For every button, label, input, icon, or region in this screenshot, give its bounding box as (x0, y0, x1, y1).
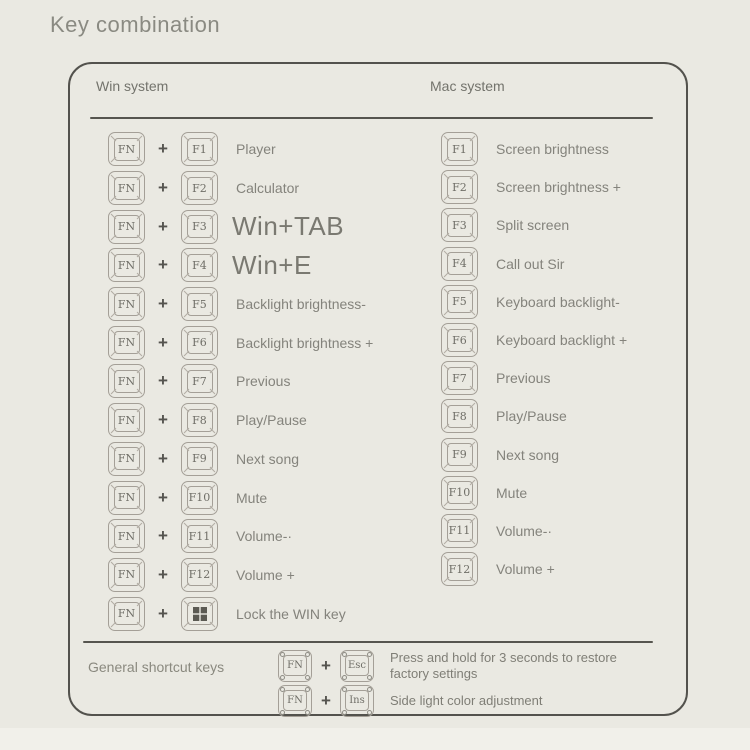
function-label: Mute (236, 489, 268, 506)
keycap-corner-decoration (367, 652, 372, 657)
key-label: FN (114, 370, 140, 393)
keycap-corner-decoration (210, 484, 216, 490)
key-label: F11 (447, 519, 473, 542)
win-row-winkey (108, 594, 373, 633)
fn-keycap (108, 248, 145, 282)
keycap-corner-decoration (470, 365, 476, 371)
plus-sign: + (158, 139, 168, 159)
general-shortcuts-header: General shortcut keys (88, 659, 225, 675)
keycap-corner-decoration (210, 505, 216, 511)
function-label: Backlight brightness + (236, 334, 374, 351)
function-label: Play/Pause (496, 408, 567, 425)
key-label: FN (114, 331, 140, 354)
key-label: F3 (447, 214, 473, 237)
plus-sign: + (158, 371, 168, 391)
mac-row-f5 (441, 283, 627, 321)
fn-keycap (108, 171, 145, 205)
f8-keycap (181, 403, 218, 437)
plus-sign: + (158, 410, 168, 430)
keycap-corner-decoration (342, 710, 347, 715)
key-label: FN (114, 254, 140, 277)
page-title: Key combination (50, 12, 221, 37)
function-label: Volume + (496, 561, 555, 578)
keycap-corner-decoration (470, 479, 476, 485)
function-label: Split screen (496, 217, 570, 234)
f7-keycap (181, 364, 218, 398)
key-label: F2 (447, 176, 473, 199)
keycap-corner-decoration (367, 710, 372, 715)
key-label: FN (114, 138, 140, 161)
header-divider (90, 117, 653, 119)
keycap-corner-decoration (470, 271, 476, 277)
f12-keycap (181, 558, 218, 592)
fn-keycap (108, 442, 145, 476)
keycap-corner-decoration (470, 327, 476, 333)
fn-keycap (108, 403, 145, 437)
function-label: Side light color adjustment (390, 692, 543, 708)
key-label: Ins (345, 690, 369, 711)
f8-keycap (441, 399, 478, 433)
keycap-corner-decoration (137, 291, 143, 297)
f6-keycap (441, 323, 478, 357)
f5-keycap (441, 285, 478, 319)
plus-sign: + (158, 448, 168, 468)
key-label: F10 (187, 486, 213, 509)
f4-keycap (441, 247, 478, 281)
key-label: FN (114, 563, 140, 586)
mac-row-f11 (441, 512, 627, 550)
win-system-header: Win system (96, 78, 169, 94)
function-label: Next song (496, 446, 560, 463)
keycap-corner-decoration (470, 403, 476, 409)
win-row-f7 (108, 362, 373, 401)
win-row-f2 (108, 169, 373, 208)
function-label: Volume-· (496, 522, 553, 539)
key-label: F12 (187, 563, 213, 586)
keycap-corner-decoration (137, 407, 143, 413)
plus-sign: + (158, 216, 168, 236)
f5-keycap (181, 287, 218, 321)
fn-keycap (108, 132, 145, 166)
keycap-corner-decoration (210, 213, 216, 219)
keycap-corner-decoration (280, 687, 285, 692)
keycap-corner-decoration (137, 329, 143, 335)
fn-keycap (278, 650, 312, 682)
ins-keycap (340, 685, 374, 717)
function-label: Play/Pause (236, 412, 307, 429)
key-label: F8 (447, 405, 473, 428)
f10-keycap (181, 481, 218, 515)
f10-keycap (441, 476, 478, 510)
f11-keycap (441, 514, 478, 548)
win-row-f12 (108, 556, 373, 595)
win-shortcut-list (108, 130, 373, 633)
keycap-corner-decoration (137, 484, 143, 490)
win-row-f3 (108, 207, 373, 246)
keycap-corner-decoration (305, 652, 310, 657)
plus-sign: + (321, 655, 331, 675)
function-label: Call out Sir (496, 255, 565, 272)
fn-keycap (108, 558, 145, 592)
plus-sign: + (321, 690, 331, 710)
keycap-corner-decoration (210, 291, 216, 297)
win-row-f9 (108, 440, 373, 479)
keycap-corner-decoration (137, 175, 143, 181)
fn-keycap (108, 287, 145, 321)
general-row-esc (278, 648, 622, 683)
key-label: FN (283, 690, 307, 711)
f1-keycap (441, 132, 478, 166)
keycap-corner-decoration (367, 687, 372, 692)
keycap-corner-decoration (342, 687, 347, 692)
keycap-corner-decoration (210, 136, 216, 142)
key-label: FN (114, 525, 140, 548)
mac-row-f2 (441, 168, 627, 206)
f3-keycap (181, 210, 218, 244)
mac-row-f9 (441, 436, 627, 474)
function-label: Player (236, 141, 276, 158)
keycap-corner-decoration (210, 252, 216, 258)
keycap-corner-decoration (367, 675, 372, 680)
win-row-f6 (108, 323, 373, 362)
keycap-corner-decoration (280, 675, 285, 680)
keycap-corner-decoration (137, 252, 143, 258)
keycap-corner-decoration (210, 234, 216, 240)
fn-keycap (108, 481, 145, 515)
win-keycap (181, 597, 218, 631)
f7-keycap (441, 361, 478, 395)
function-label: Screen brightness (496, 141, 609, 158)
key-label: F11 (187, 525, 213, 548)
win-row-f1 (108, 130, 373, 169)
keycap-corner-decoration (210, 600, 216, 606)
key-label: F4 (447, 252, 473, 275)
key-label: F1 (447, 138, 473, 161)
function-label: Keyboard backlight- (496, 293, 620, 310)
fn-keycap (108, 210, 145, 244)
mac-system-header: Mac system (430, 78, 505, 94)
mac-row-f12 (441, 550, 627, 588)
win-row-f5 (108, 285, 373, 324)
fn-keycap (108, 364, 145, 398)
plus-sign: + (158, 255, 168, 275)
keycap-corner-decoration (210, 329, 216, 335)
function-label: Previous (236, 373, 291, 390)
key-label: FN (114, 602, 140, 625)
keycap-corner-decoration (137, 136, 143, 142)
keycap-corner-decoration (137, 523, 143, 529)
keycap-corner-decoration (305, 710, 310, 715)
mac-row-f3 (441, 206, 627, 244)
function-label: Previous (496, 370, 551, 387)
keycap-corner-decoration (342, 652, 347, 657)
keycap-corner-decoration (305, 675, 310, 680)
key-label: Esc (345, 655, 369, 676)
key-label: F4 (187, 254, 213, 277)
key-label: F2 (187, 177, 213, 200)
mac-row-f6 (441, 321, 627, 359)
keycap-corner-decoration (280, 652, 285, 657)
f3-keycap (441, 208, 478, 242)
function-label: Lock the WIN key (236, 605, 346, 622)
mac-row-f4 (441, 245, 627, 283)
key-label: F1 (187, 138, 213, 161)
keycap-corner-decoration (137, 213, 143, 219)
f1-keycap (181, 132, 218, 166)
keycap-corner-decoration (137, 505, 143, 511)
key-label: F8 (187, 409, 213, 432)
function-label: Volume-· (236, 528, 293, 545)
keycap-corner-decoration (470, 462, 476, 468)
function-label: Next song (236, 450, 300, 467)
keycap-corner-decoration (470, 212, 476, 218)
keycap-corner-decoration (305, 687, 310, 692)
shortcuts-panel (68, 62, 688, 716)
footer-divider (83, 641, 653, 643)
key-label: F5 (187, 293, 213, 316)
keycap-corner-decoration (137, 368, 143, 374)
mac-row-f10 (441, 474, 627, 512)
plus-sign: + (158, 526, 168, 546)
plus-sign: + (158, 603, 168, 623)
fn-keycap (108, 519, 145, 553)
keycap-corner-decoration (210, 621, 216, 627)
key-label: F5 (447, 290, 473, 313)
mac-row-f7 (441, 359, 627, 397)
f11-keycap (181, 519, 218, 553)
general-shortcut-list (278, 648, 622, 718)
f2-keycap (181, 171, 218, 205)
fn-keycap (108, 597, 145, 631)
mac-shortcut-list (441, 130, 627, 588)
keycap-corner-decoration (470, 174, 476, 180)
keycap-corner-decoration (137, 234, 143, 240)
key-label: FN (114, 293, 140, 316)
f9-keycap (441, 438, 478, 472)
function-label: Win+TAB (232, 211, 345, 242)
key-label: F12 (447, 558, 473, 581)
key-label: FN (114, 486, 140, 509)
function-label: Backlight brightness- (236, 296, 366, 313)
f9-keycap (181, 442, 218, 476)
keycap-corner-decoration (210, 407, 216, 413)
key-label: FN (114, 215, 140, 238)
key-label: F9 (447, 443, 473, 466)
key-label: F6 (187, 331, 213, 354)
mac-row-f1 (441, 130, 627, 168)
function-label: Win+E (232, 249, 312, 280)
keycap-corner-decoration (137, 600, 143, 606)
function-label: Press and hold for 3 seconds to restore factory settings (390, 650, 617, 681)
keycap-corner-decoration (280, 710, 285, 715)
key-label: F10 (447, 481, 473, 504)
fn-keycap (278, 685, 312, 717)
keycap-corner-decoration (210, 523, 216, 529)
mac-row-f8 (441, 397, 627, 435)
keycap-corner-decoration (470, 441, 476, 447)
keycap-corner-decoration (210, 175, 216, 181)
f4-keycap (181, 248, 218, 282)
keycap-corner-decoration (342, 675, 347, 680)
keycap-corner-decoration (210, 368, 216, 374)
fn-keycap (108, 326, 145, 360)
plus-sign: + (158, 332, 168, 352)
key-label: F7 (447, 367, 473, 390)
plus-sign: + (158, 564, 168, 584)
f6-keycap (181, 326, 218, 360)
function-label: Keyboard backlight + (496, 332, 628, 349)
key-label: FN (114, 177, 140, 200)
bottom-background-strip (0, 728, 750, 750)
key-label: FN (114, 447, 140, 470)
keycap-corner-decoration (470, 556, 476, 562)
win-row-f8 (108, 401, 373, 440)
esc-keycap (340, 650, 374, 682)
win-row-f4 (108, 246, 373, 285)
function-label: Screen brightness + (496, 179, 621, 196)
win-row-f10 (108, 478, 373, 517)
general-row-ins (278, 683, 622, 718)
function-label: Mute (496, 484, 528, 501)
key-label: FN (114, 409, 140, 432)
plus-sign: + (158, 178, 168, 198)
function-label: Volume + (236, 566, 295, 583)
key-label: F3 (187, 215, 213, 238)
f2-keycap (441, 170, 478, 204)
keycap-corner-decoration (470, 136, 476, 142)
key-label: F9 (187, 447, 213, 470)
function-label: Calculator (236, 180, 300, 197)
keycap-corner-decoration (470, 250, 476, 256)
key-label: FN (283, 655, 307, 676)
f12-keycap (441, 552, 478, 586)
key-label: F6 (447, 329, 473, 352)
plus-sign: + (158, 487, 168, 507)
keycap-corner-decoration (137, 621, 143, 627)
win-row-f11 (108, 517, 373, 556)
key-label: F7 (187, 370, 213, 393)
plus-sign: + (158, 294, 168, 314)
